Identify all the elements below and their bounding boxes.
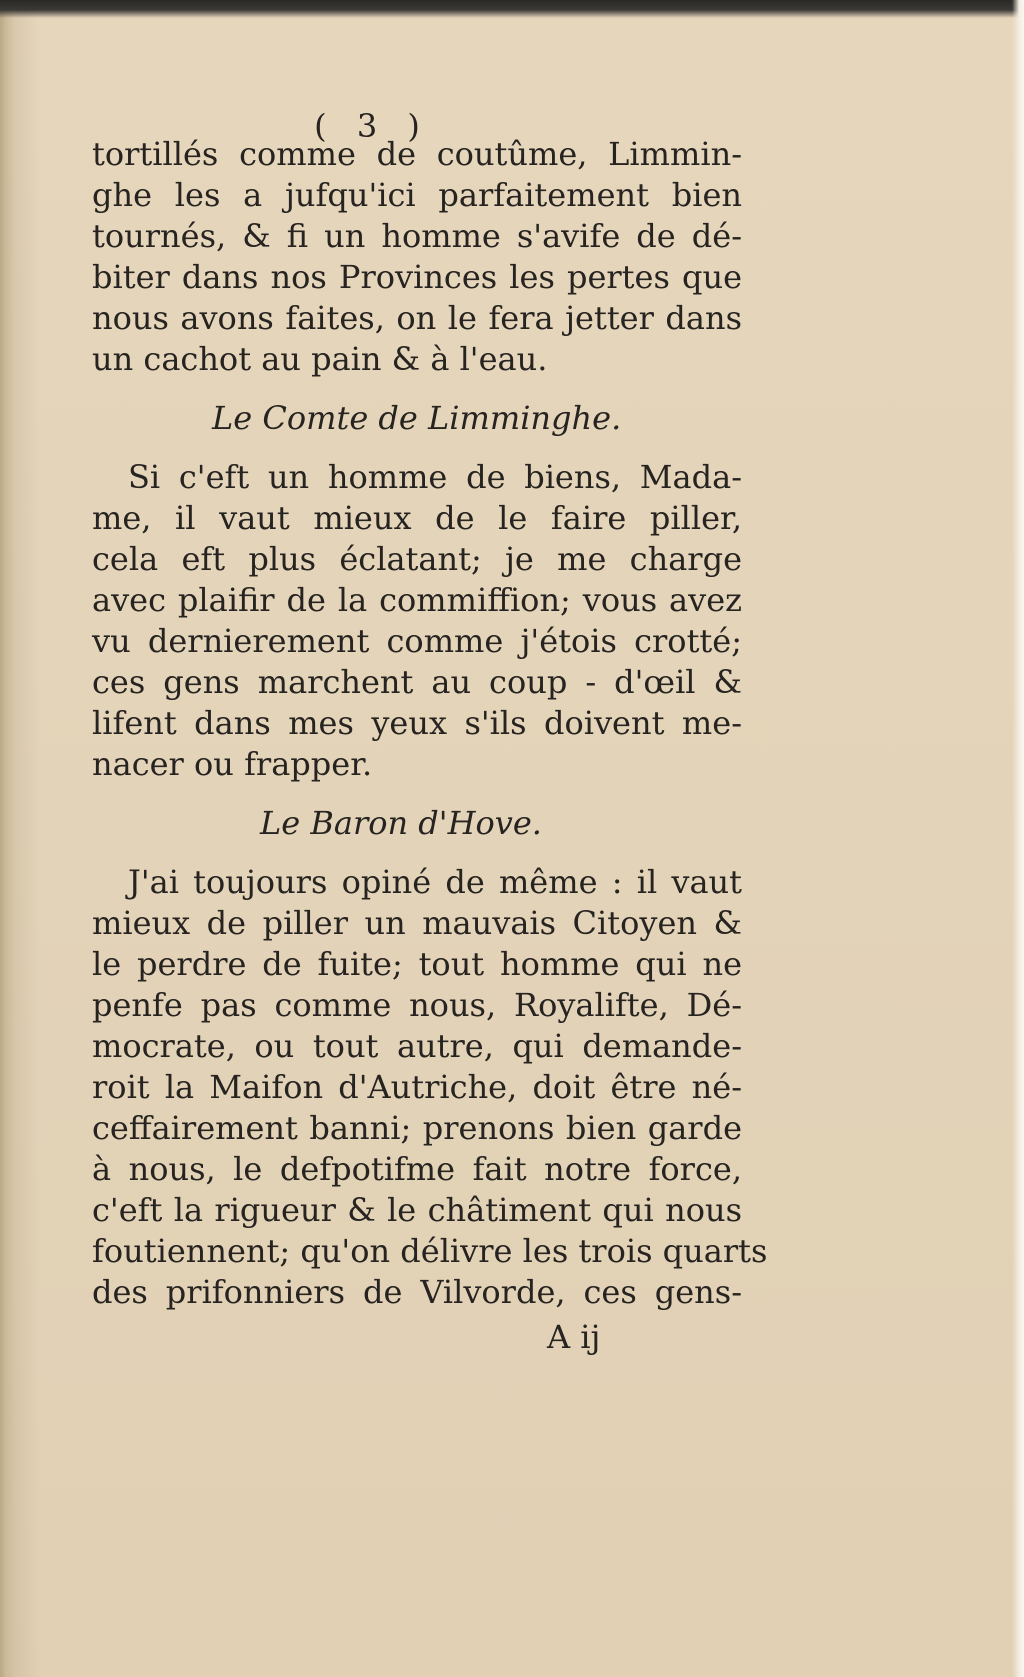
text-line: J'ai toujours opiné de même : il vaut bbox=[128, 863, 742, 901]
text-line: foutiennent; qu'on délivre les trois quarts bbox=[92, 1232, 768, 1270]
text-line: le perdre de fuite; tout homme qui ne bbox=[92, 945, 742, 983]
paragraph-3 bbox=[92, 862, 768, 1313]
text-line: ghe les a jufqu'ici parfaitement bien bbox=[92, 176, 742, 214]
text-line: nous avons faites, on le fera jetter dans bbox=[92, 299, 742, 337]
text-line: des prifonniers de Vilvorde, ces gens- bbox=[92, 1273, 742, 1311]
page-number: ( 3 ) bbox=[314, 107, 430, 145]
text-line: c'eft la rigueur & le châtiment qui nous bbox=[92, 1191, 742, 1229]
text-line: nacer ou frapper. bbox=[92, 745, 373, 783]
text-line: cela eft plus éclatant; je me charge bbox=[92, 540, 742, 578]
text-line: biter dans nos Provinces les pertes que bbox=[92, 258, 742, 296]
text-line: tortillés comme de coutûme, Limmin- bbox=[92, 135, 742, 173]
text-block bbox=[92, 106, 768, 1358]
text-line: ces gens marchent au coup - d'œil & bbox=[92, 663, 742, 701]
paragraph-2 bbox=[92, 457, 742, 785]
text-line: tournés, & fi un homme s'avife de dé- bbox=[92, 217, 742, 255]
text-line: vu dernierement comme j'étois crotté; bbox=[92, 622, 742, 660]
text-line: roit la Maifon d'Autriche, doit être né- bbox=[92, 1068, 742, 1106]
text-line: lifent dans mes yeux s'ils doivent me- bbox=[92, 704, 742, 742]
text-line: avec plaifir de la commiffion; vous avez bbox=[92, 581, 742, 619]
text-line: un cachot au pain & à l'eau. bbox=[92, 340, 548, 378]
page-right-edge bbox=[1012, 0, 1024, 1677]
text-line: à nous, le defpotifme fait notre force, bbox=[92, 1150, 742, 1188]
page-top-edge bbox=[0, 0, 1024, 18]
text-line: ceffairement banni; prenons bien garde bbox=[92, 1109, 742, 1147]
paragraph-1 bbox=[92, 134, 742, 380]
text-line: mocrate, ou tout autre, qui demande- bbox=[92, 1027, 742, 1065]
text-line: penfe pas comme nous, Royalifte, Dé- bbox=[92, 986, 742, 1024]
text-line: Si c'eft un homme de biens, Mada- bbox=[128, 458, 742, 496]
text-line: mieux de piller un mauvais Citoyen & bbox=[92, 904, 742, 942]
speaker-heading-comte: Le Comte de Limminghe. bbox=[212, 399, 622, 437]
signature-mark: A ij bbox=[547, 1318, 601, 1356]
speaker-heading-baron: Le Baron d'Hove. bbox=[260, 804, 542, 842]
page-left-edge bbox=[0, 0, 14, 1677]
text-line: me, il vaut mieux de le faire piller, bbox=[92, 499, 742, 537]
